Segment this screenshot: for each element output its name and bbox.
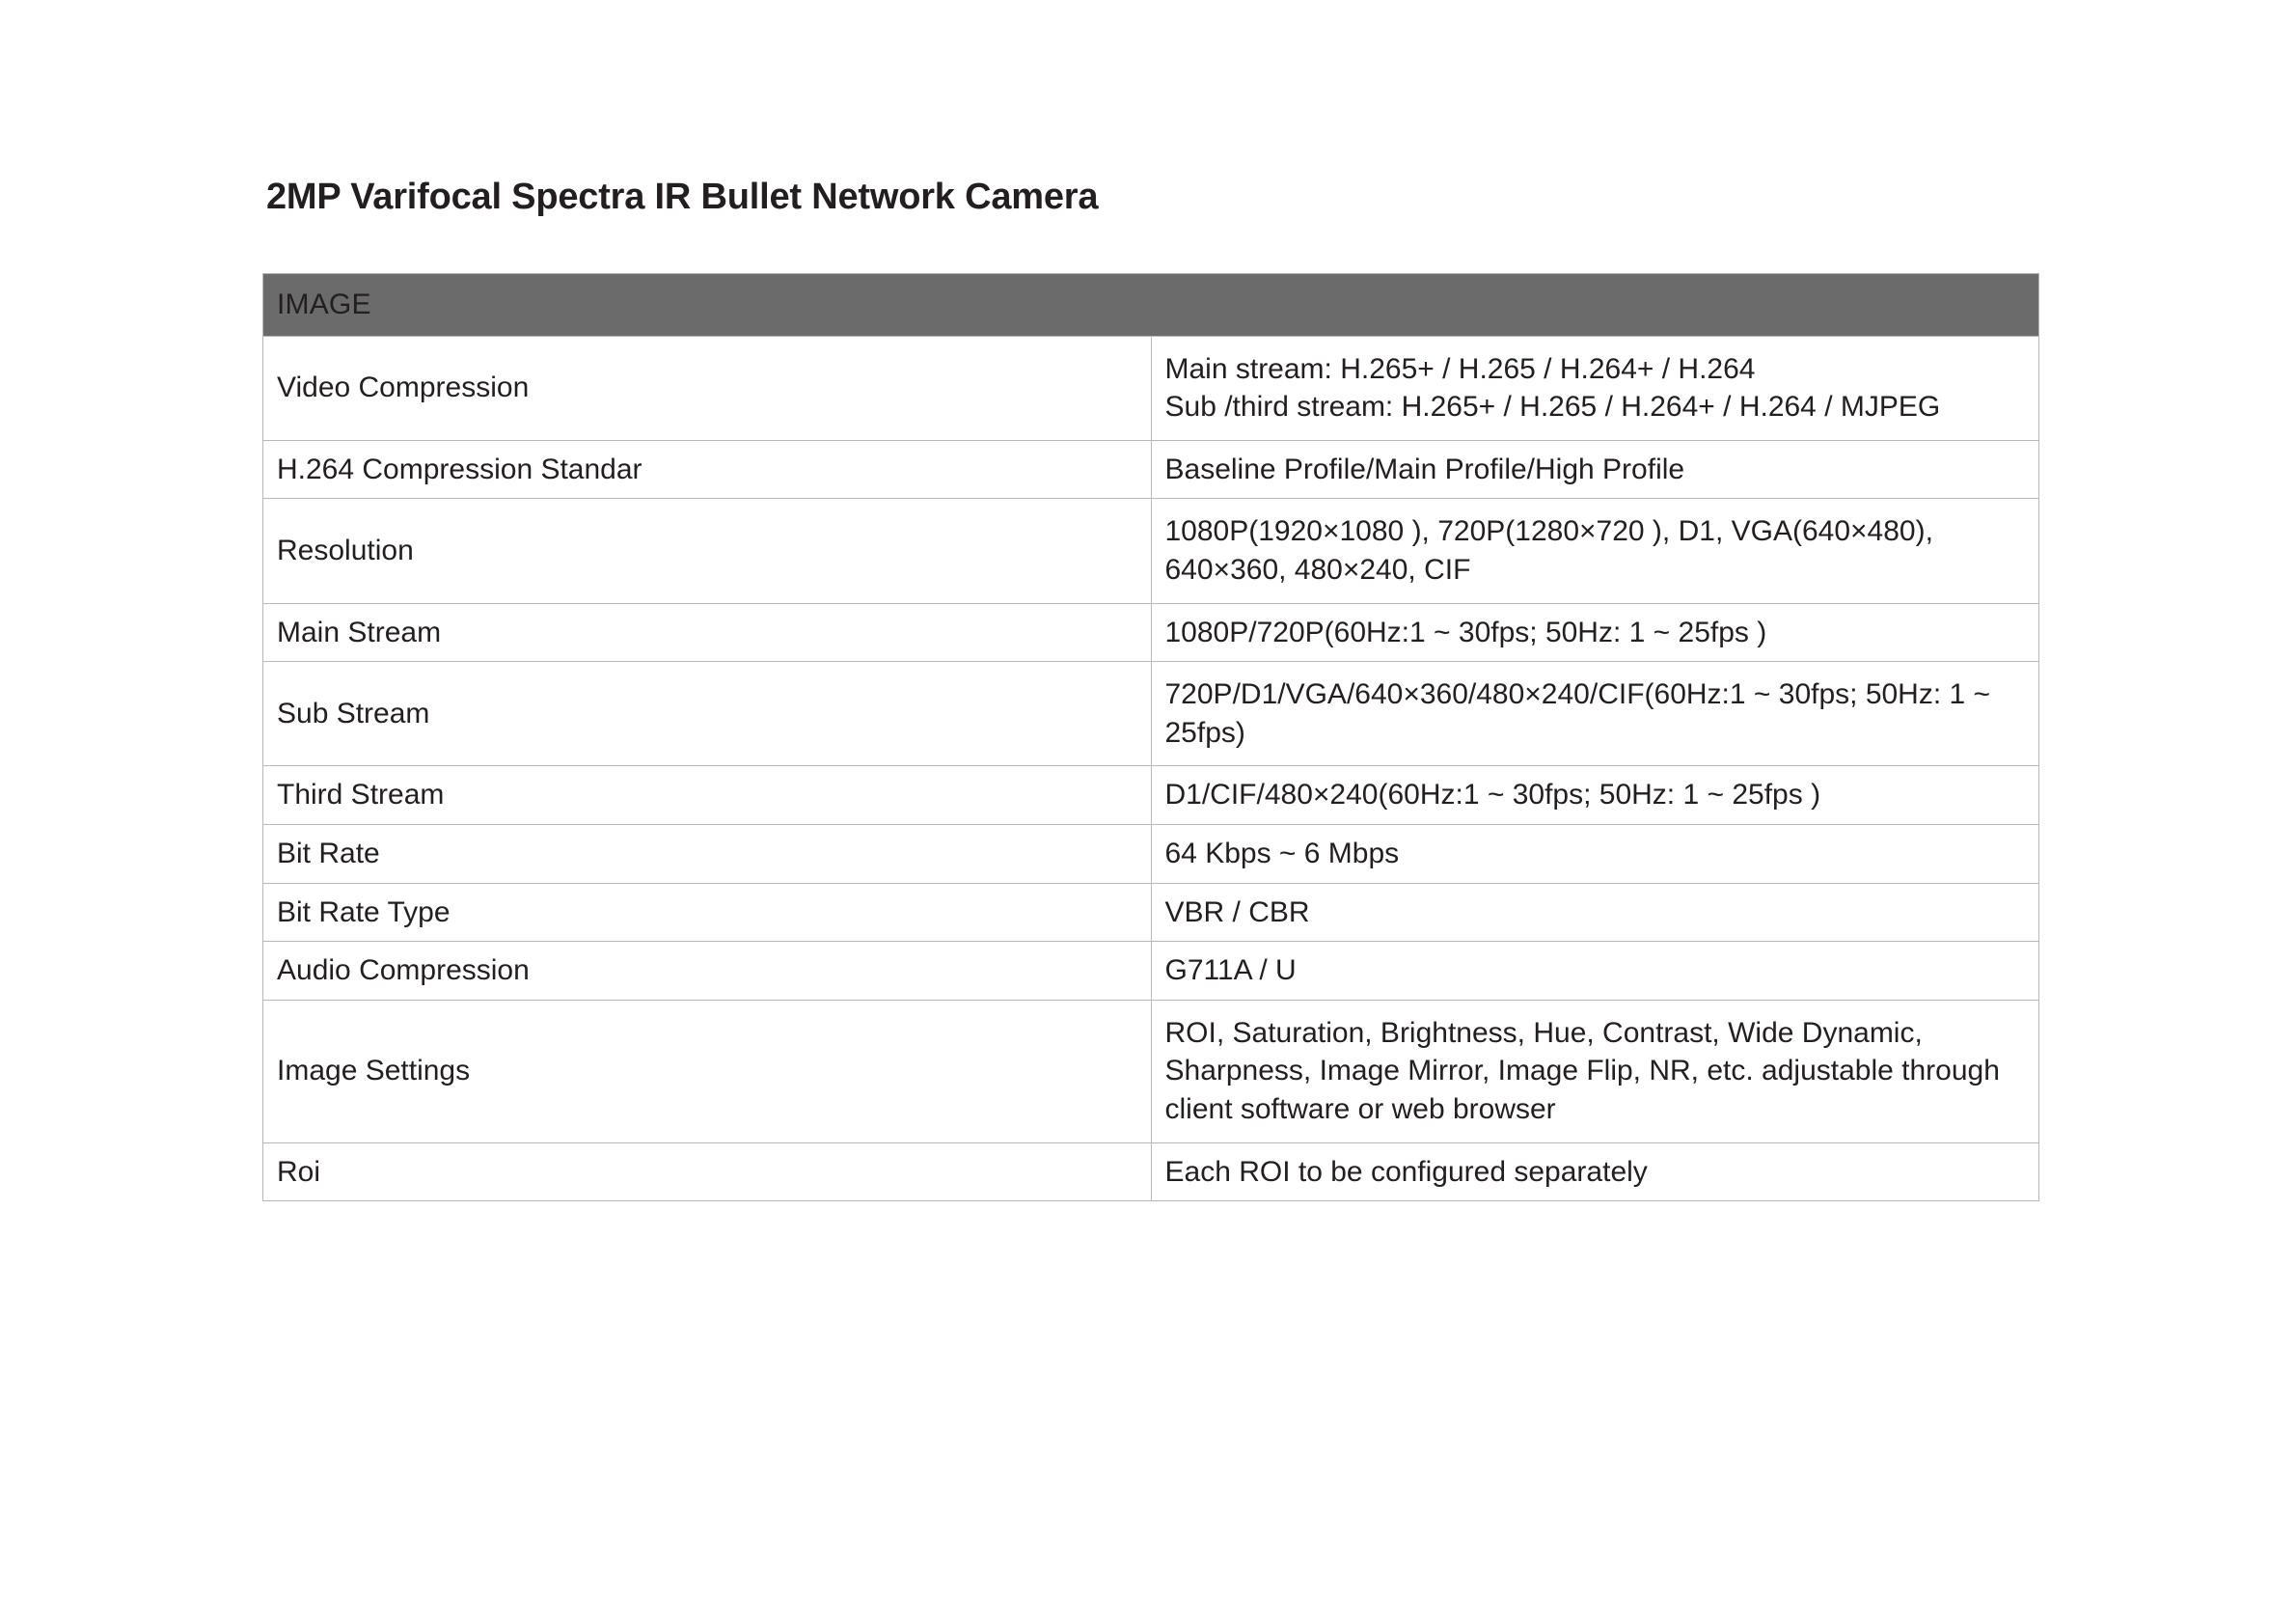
section-header-image: IMAGE — [263, 274, 2039, 337]
value-line: 1080P(1920×1080 ), 720P(1280×720 ), D1, VGA(640×480), 640×360, 480×240, CIF — [1164, 515, 1933, 586]
table-row — [263, 883, 2039, 942]
row-label-resolution: Resolution — [263, 499, 1152, 603]
value-line: VBR / CBR — [1164, 895, 1310, 928]
table-row — [263, 336, 2039, 440]
table-row — [263, 603, 2039, 662]
row-label-audio-compression: Audio Compression — [263, 942, 1152, 1001]
table-row — [263, 1000, 2039, 1142]
table-row — [263, 824, 2039, 883]
value-line: 720P/D1/VGA/640×360/480×240/CIF(60Hz:1 ~ 30fps; 50Hz: 1 ~ 25fps) — [1164, 678, 1991, 749]
row-value-third-stream — [1151, 766, 2039, 825]
row-label-main-stream: Main Stream — [263, 603, 1152, 662]
table-section-header-row — [263, 274, 2039, 337]
row-label-bit-rate-type: Bit Rate Type — [263, 883, 1152, 942]
row-label-video-compression: Video Compression — [263, 336, 1152, 440]
value-line: ROI, Saturation, Brightness, Hue, Contrast, Wide Dynamic, Sharpness, Image Mirror, Image Flip, NR, etc. adjustable through client software or web browser — [1164, 1016, 2000, 1125]
specification-table — [262, 273, 2039, 1201]
table-row — [263, 766, 2039, 825]
value-line: Main stream: H.265+ / H.265 / H.264+ / H.264 — [1164, 352, 1756, 385]
row-value-audio-compression — [1151, 942, 2039, 1001]
table-row — [263, 1142, 2039, 1201]
row-value-bit-rate — [1151, 824, 2039, 883]
table-row — [263, 662, 2039, 766]
row-value-sub-stream — [1151, 662, 2039, 766]
table-row — [263, 499, 2039, 603]
value-line: Sub /third stream: H.265+ / H.265 / H.264+ / H.264 / MJPEG — [1164, 391, 1941, 424]
value-line: 64 Kbps ~ 6 Mbps — [1164, 837, 1400, 869]
row-label-third-stream: Third Stream — [263, 766, 1152, 825]
row-label-bit-rate: Bit Rate — [263, 824, 1152, 883]
row-value-resolution — [1151, 499, 2039, 603]
row-value-image-settings — [1151, 1000, 2039, 1142]
row-value-main-stream — [1151, 603, 2039, 662]
table-row — [263, 942, 2039, 1001]
row-label-h264-compression-standard: H.264 Compression Standar — [263, 440, 1152, 499]
row-value-h264-compression-standard — [1151, 440, 2039, 499]
value-line: D1/CIF/480×240(60Hz:1 ~ 30fps; 50Hz: 1 ~ 25fps ) — [1164, 779, 1821, 812]
value-line: G711A / U — [1164, 954, 1297, 987]
row-value-roi — [1151, 1142, 2039, 1201]
value-line: 1080P/720P(60Hz:1 ~ 30fps; 50Hz: 1 ~ 25fps ) — [1164, 616, 1767, 648]
row-value-bit-rate-type — [1151, 883, 2039, 942]
value-line: Each ROI to be configured separately — [1164, 1155, 1648, 1188]
row-label-sub-stream: Sub Stream — [263, 662, 1152, 766]
row-value-video-compression — [1151, 336, 2039, 440]
row-label-roi: Roi — [263, 1142, 1152, 1201]
table-row — [263, 440, 2039, 499]
value-line: Baseline Profile/Main Profile/High Profile — [1164, 453, 1685, 485]
page-title: 2MP Varifocal Spectra IR Bullet Network Camera — [266, 177, 1099, 217]
row-label-image-settings: Image Settings — [263, 1000, 1152, 1142]
